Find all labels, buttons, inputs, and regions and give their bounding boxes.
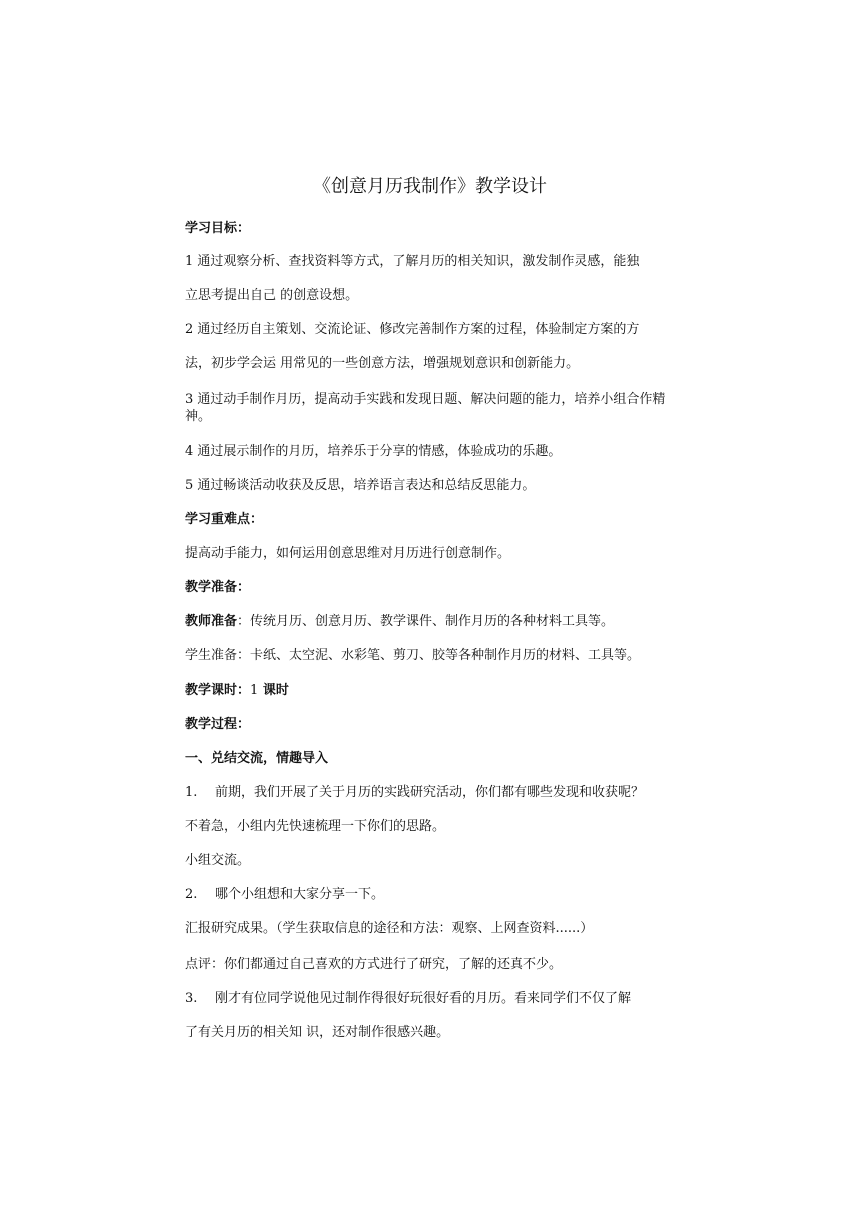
- objective-2-line-1: 2 通过经历自主策划、交流论证、修改完善制作方案的过程，体验制定方案的方: [185, 322, 640, 337]
- objectives-heading: 学习目标：: [185, 221, 251, 236]
- objective-3: 3 通过动手制作月历，提高动手实践和发现日题、解决问题的能力，培养小组合作精神。: [185, 392, 666, 424]
- step-1: [185, 784, 685, 801]
- process-heading: 教学过程：: [185, 717, 251, 732]
- step-3-text: 刚才有位同学说他见过制作得很好玩很好看的月历。看来同学们不仅了解: [215, 991, 632, 1006]
- teacher-prep-label: 教师准备: [185, 614, 238, 629]
- key-points-heading: 学习重难点：: [185, 512, 264, 527]
- document-title: 《创意月历我制作》教学设计: [313, 176, 547, 197]
- objective-1-line-2: 立思考提出自己 的创意设想。: [185, 288, 359, 303]
- hours-unit: 课时: [258, 683, 289, 698]
- objective-2-line-2: 法，初步学会运 用常见的一些创意方法，增强规划意识和创新能力。: [185, 356, 580, 371]
- step-2-text: 哪个小组想和大家分享一下。: [215, 887, 385, 902]
- teacher-prep-text: ：传统月历、创意月历、教学课件、制作月历的各种材料工具等。: [237, 614, 615, 629]
- step-1-text: 前期，我们开展了关于月历的实践研究活动，你们都有哪些发现和收获呢？: [215, 785, 645, 800]
- comment: 点评：你们都通过自己喜欢的方式进行了研究，了解的还真不少。: [185, 957, 563, 972]
- class-hours: [185, 682, 685, 699]
- step-3-number: 3.: [185, 991, 198, 1006]
- step-1-continued: 不着急，小组内先快速梳理一下你们的思路。: [185, 819, 446, 834]
- step-2-number: 2.: [185, 887, 198, 902]
- key-points-text: 提高动手能力，如何运用创意思维对月历进行创意制作。: [185, 546, 511, 561]
- step-2: [185, 886, 685, 903]
- step-3: [185, 990, 685, 1007]
- student-preparation: 学生准备：卡纸、太空泥、水彩笔、剪刀、胶等各种制作月历的材料、工具等。: [185, 648, 641, 663]
- objective-4: 4 通过展示制作的月历，培养乐于分享的情感，体验成功的乐趣。: [185, 444, 562, 459]
- step-3-continued: 了有关月历的相关知 识，还对制作很感兴趣。: [185, 1025, 450, 1040]
- section-1-heading: 一、兑结交流，情趣导入: [185, 751, 329, 766]
- report-results: 汇报研究成果。（学生获取信息的途径和方法：观察、上网查资料......）: [185, 921, 594, 936]
- objective-1-line-1: 1 通过观察分析、查找资料等方式，了解月历的相关知识，激发制作灵感，能独: [185, 254, 640, 269]
- hours-number: 1: [250, 683, 259, 698]
- teacher-preparation: [185, 613, 685, 630]
- objective-5: 5 通过畅谈活动收获及反思，培养语言表达和总结反思能力。: [185, 478, 536, 493]
- hours-label: 教学课时：: [185, 683, 251, 698]
- preparation-heading: 教学准备：: [185, 580, 251, 595]
- step-1-number: 1.: [185, 785, 198, 800]
- group-talk: 小组交流。: [185, 853, 251, 868]
